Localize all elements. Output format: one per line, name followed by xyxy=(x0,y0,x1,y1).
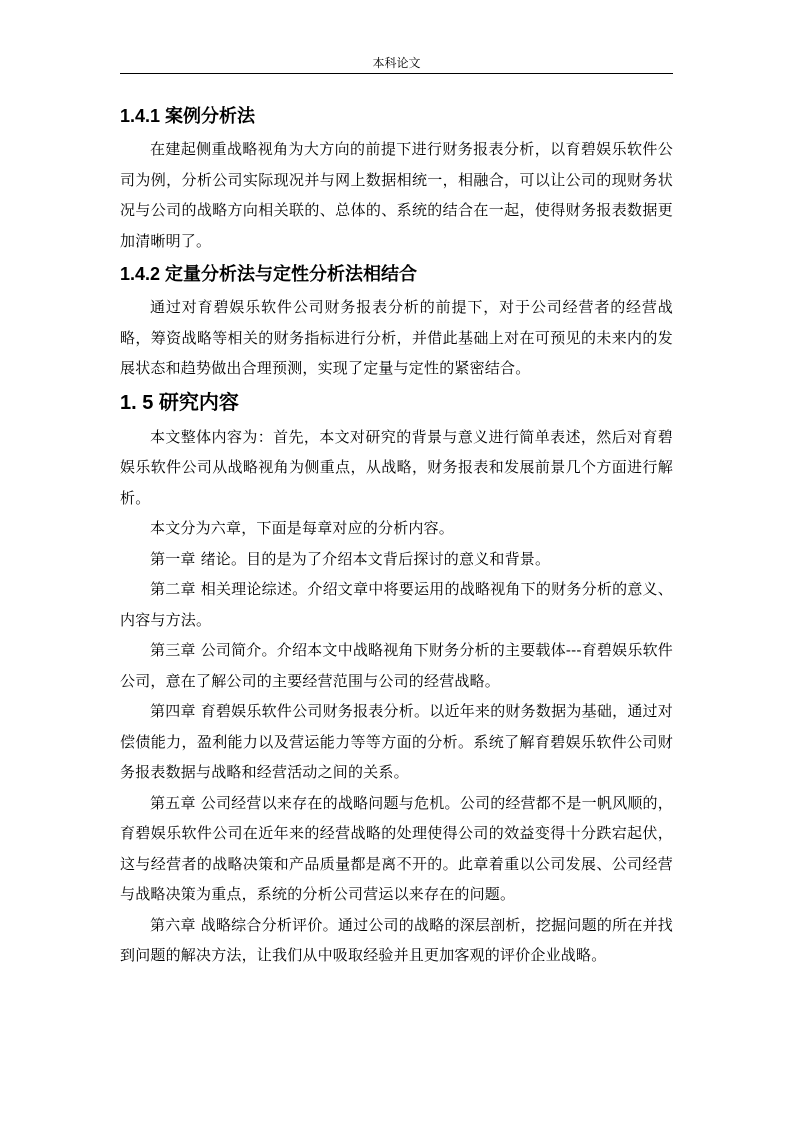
paragraph: 在建起侧重战略视角为大方向的前提下进行财务报表分析，以育碧娱乐软件公司为例，分析公司实际现况并与网上数据相统一，相融合，可以让公司的现财务状况与公司的战略方向相关联的、总体的、系统的结合在一起，使得财务报表数据更加清晰明了。 xyxy=(120,140,673,250)
running-header: 本科论文 xyxy=(372,56,421,70)
section-research-content xyxy=(120,384,673,971)
page-body xyxy=(120,98,673,971)
chapter-summary: 第六章 战略综合分析评价。通过公司的战略的深层剖析，挖掘问题的所在并找到问题的解决方法，让我们从中吸取经验并且更加客观的评价企业战略。 xyxy=(120,915,673,964)
chapter-summary: 第五章 公司经营以来存在的战略问题与危机。公司的经营都不是一帆风顺的，育碧娱乐软件公司在近年来的经营战略的处理使得公司的效益变得十分跌宕起伏，这与经营者的战略决策和产品质量都是离不开的。此章着重以公司发展、公司经营与战略决策为重点，系统的分析公司营运以来存在的问题。 xyxy=(120,793,673,903)
section-heading: 1.4.1 案例分析法 xyxy=(120,106,256,126)
paragraph: 本文整体内容为：首先，本文对研究的背景与意义进行简单表述，然后对育碧娱乐软件公司从战略视角为侧重点，从战略，财务报表和发展前景几个方面进行解析。 xyxy=(120,427,673,507)
paragraph: 本文分为六章，下面是每章对应的分析内容。 xyxy=(150,519,455,537)
chapter-summary: 第一章 绪论。目的是为了介绍本文背后探讨的意义和背景。 xyxy=(150,549,551,568)
chapter-summary: 第三章 公司简介。介绍本文中战略视角下财务分析的主要载体---育碧娱乐软件公司，意在了解公司的主要经营范围与公司的经营战略。 xyxy=(120,641,673,690)
section-quantitative-qualitative xyxy=(120,256,673,384)
section-case-analysis xyxy=(120,98,673,256)
chapter-summary: 第二章 相关理论综述。介绍文章中将要运用的战略视角下的财务分析的意义、内容与方法。 xyxy=(120,580,673,629)
section-heading: 1. 5 研究内容 xyxy=(120,391,239,414)
chapter-summary: 第四章 育碧娱乐软件公司财务报表分析。以近年来的财务数据为基础，通过对偿债能力，盈利能力以及营运能力等等方面的分析。系统了解育碧娱乐软件公司财务报表数据与战略和经营活动之间的关系。 xyxy=(120,702,673,781)
paragraph: 通过对育碧娱乐软件公司财务报表分析的前提下，对于公司经营者的经营战略，筹资战略等相关的财务指标进行分析，并借此基础上对在可预见的未来内的发展状态和趋势做出合理预测，实现了定量与定性的紧密结合。 xyxy=(120,298,673,377)
header-divider xyxy=(120,73,673,74)
section-heading: 1.4.2 定量分析法与定性分析法相结合 xyxy=(120,264,418,284)
